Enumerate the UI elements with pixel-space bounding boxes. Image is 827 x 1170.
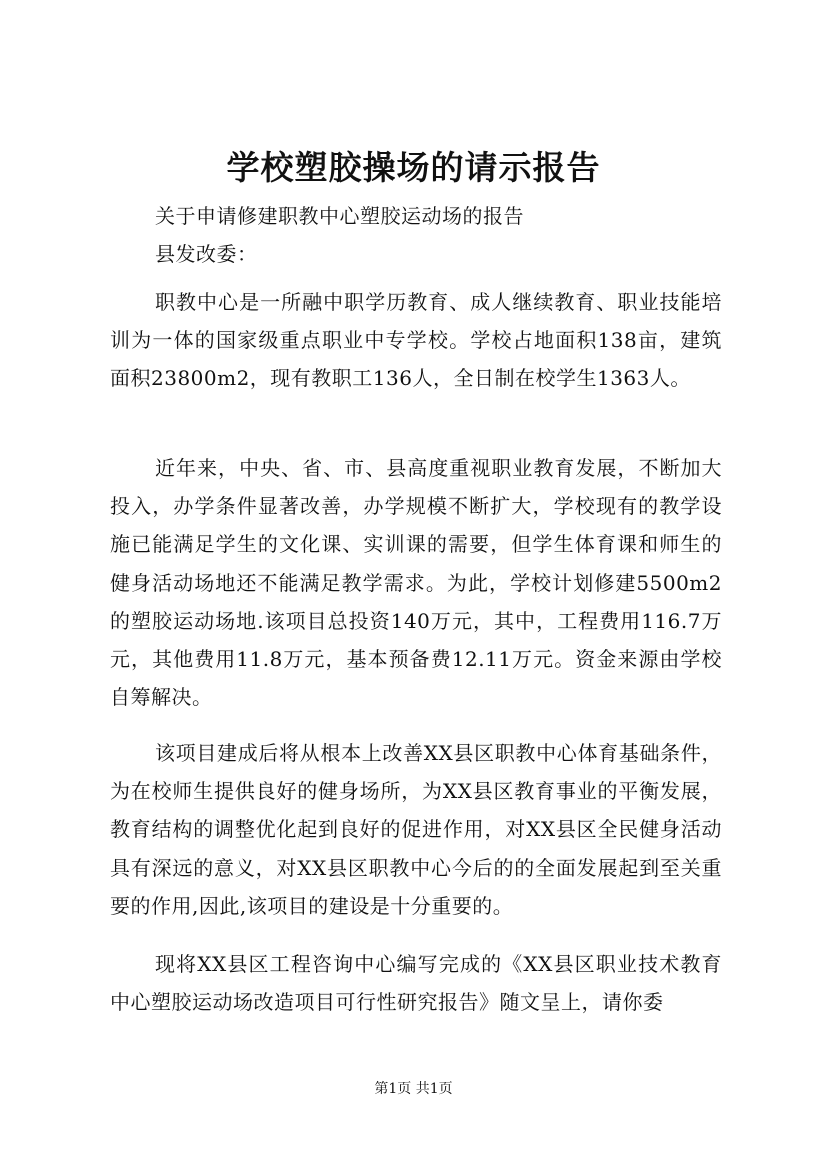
- paragraph-submission: 现将XX县区工程咨询中心编写完成的《XX县区职业技术教育中心塑胶运动场改造项目可行性研究报告》随文呈上，请你委: [110, 952, 722, 1015]
- salutation: 县发改委：: [155, 242, 258, 266]
- document-title: 学校塑胶操场的请示报告: [226, 148, 601, 187]
- paragraph-project-plan: 近年来，中央、省、市、县高度重视职业教育发展，不断加大投入，办学条件显著改善，办学规模不断扩大，学校现有的教学设施已能满足学生的文化课、实训课的需要，但学生体育课和师生的健身活动场地还不能满足教学需求。为此，学校计划修建5500m2的塑胶运动场地.该项目总投资140万元，其中，工程费用116.7万元，其他费用11.8万元，基本预备费12.11万元。资金来源由学校自筹解决。: [110, 456, 722, 710]
- page-footer: 第1页 共1页: [374, 1081, 453, 1097]
- report-subtitle: 关于申请修建职教中心塑胶运动场的报告: [155, 204, 524, 228]
- paragraph-project-significance: 该项目建成后将从根本上改善XX县区职教中心体育基础条件，为在校师生提供良好的健身场所，为XX县区教育事业的平衡发展，教育结构的调整优化起到良好的促进作用，对XX县区全民健身活动具有深远的意义，对XX县区职教中心今后的的全面发展起到至关重要的作用,因此,该项目的建设是十分重要的。: [110, 741, 722, 918]
- paragraph-school-intro: 职教中心是一所融中职学历教育、成人继续教育、职业技能培训为一体的国家级重点职业中专学校。学校占地面积138亩，建筑面积23800m2，现有教职工136人，全日制在校学生1363人。: [110, 290, 722, 391]
